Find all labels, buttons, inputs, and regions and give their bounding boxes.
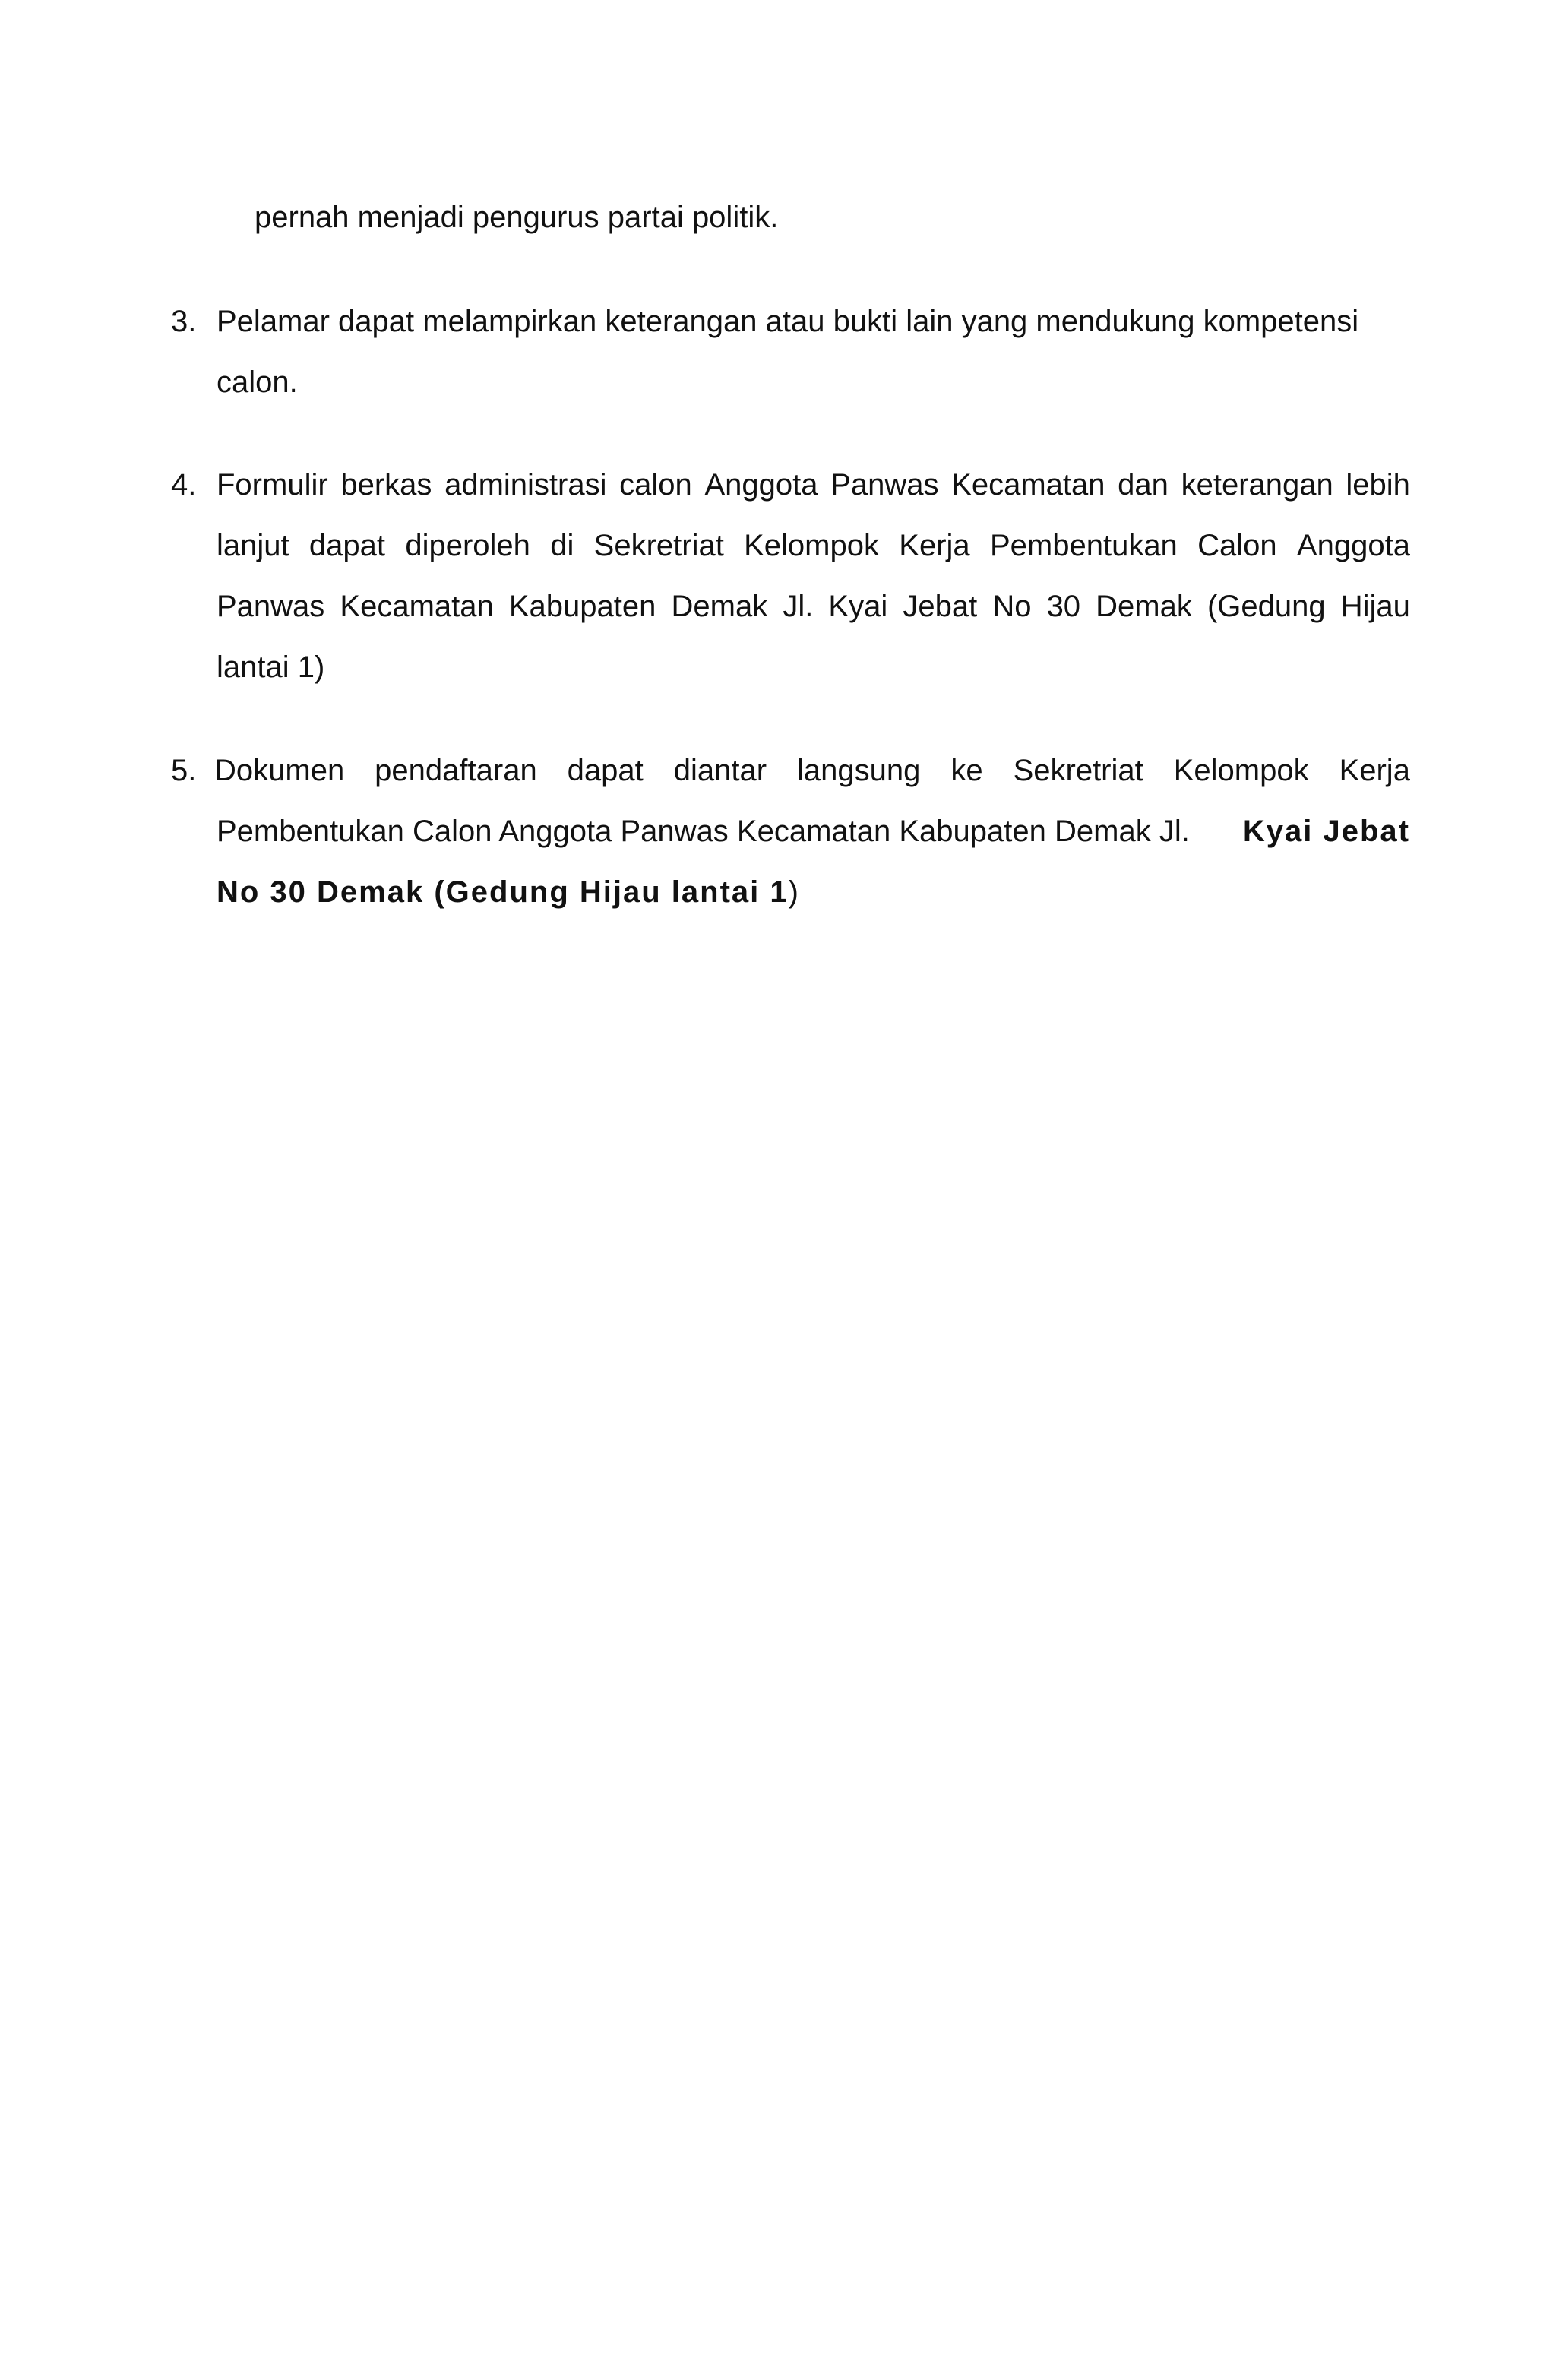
word: diperoleh (405, 529, 530, 562)
item-3-line-1: Pelamar dapat melampirkan keterangan atau bukti lain yang mendukung kompetensi (217, 305, 1359, 338)
word: dapat (567, 754, 644, 787)
item-5-line-3-bold: No 30 Demak (Gedung Hijau lantai 1 (217, 875, 789, 909)
word: dapat (308, 529, 386, 562)
word: Formulir (217, 468, 328, 502)
word: Anggota (704, 468, 818, 502)
word: dan (1118, 468, 1169, 502)
word: No (992, 590, 1032, 623)
item-4-line-3 (217, 576, 1410, 637)
item-4-line-4: lantai 1) (217, 650, 325, 684)
word: administrasi (444, 468, 607, 502)
word: Kerja (1339, 754, 1410, 787)
word: Hijau (1340, 590, 1410, 623)
word: keterangan (1181, 468, 1333, 502)
word: Panwas (830, 468, 939, 502)
item-5-line-1 (214, 740, 1410, 801)
item-4-line-1 (217, 454, 1410, 515)
item-3-line-2: calon. (217, 366, 298, 399)
item-5-line-3-closing: ) (788, 875, 799, 909)
word: Kerja (899, 529, 970, 562)
word: diantar (673, 754, 767, 787)
word: Sekretriat (593, 529, 724, 562)
item-3-number: 3. (171, 305, 197, 338)
continuation-text: pernah menjadi pengurus partai politik. (255, 201, 779, 234)
word: Dokumen (214, 754, 345, 787)
word: pendaftaran (375, 754, 537, 787)
word: lanjut (217, 529, 289, 562)
word: Kelompok (1173, 754, 1309, 787)
item-5-line-2-regular: Pembentukan Calon Anggota Panwas Kecamatan Kabupaten Demak Jl. (217, 815, 1190, 848)
word: Anggota (1296, 529, 1410, 562)
word: Jebat (903, 590, 978, 623)
word: (Gedung (1207, 590, 1326, 623)
word: Kyai (828, 590, 888, 623)
word: Sekretriat (1013, 754, 1143, 787)
word: Demak (671, 590, 768, 623)
word: ke (950, 754, 983, 787)
word: Kelompok (744, 529, 879, 562)
word: Pembentukan (989, 529, 1178, 562)
word: Kecamatan (340, 590, 494, 623)
item-5-line-3 (217, 862, 799, 923)
word: 30 (1046, 590, 1081, 623)
word: Jl. (783, 590, 814, 623)
word: lebih (1346, 468, 1410, 502)
item-5-line-2 (217, 801, 1410, 862)
word: berkas (340, 468, 432, 502)
item-5-number: 5. (171, 754, 197, 787)
word: Calon (1197, 529, 1277, 562)
word: di (550, 529, 574, 562)
word: Panwas (217, 590, 325, 623)
word: Demak (1096, 590, 1192, 623)
item-5-line-2-bold: Kyai Jebat (1242, 815, 1410, 848)
word: langsung (797, 754, 921, 787)
item-4-number: 4. (171, 468, 197, 502)
word: Kecamatan (951, 468, 1105, 502)
word: Kabupaten (508, 590, 656, 623)
item-4-line-2 (217, 515, 1410, 576)
word: calon (619, 468, 692, 502)
